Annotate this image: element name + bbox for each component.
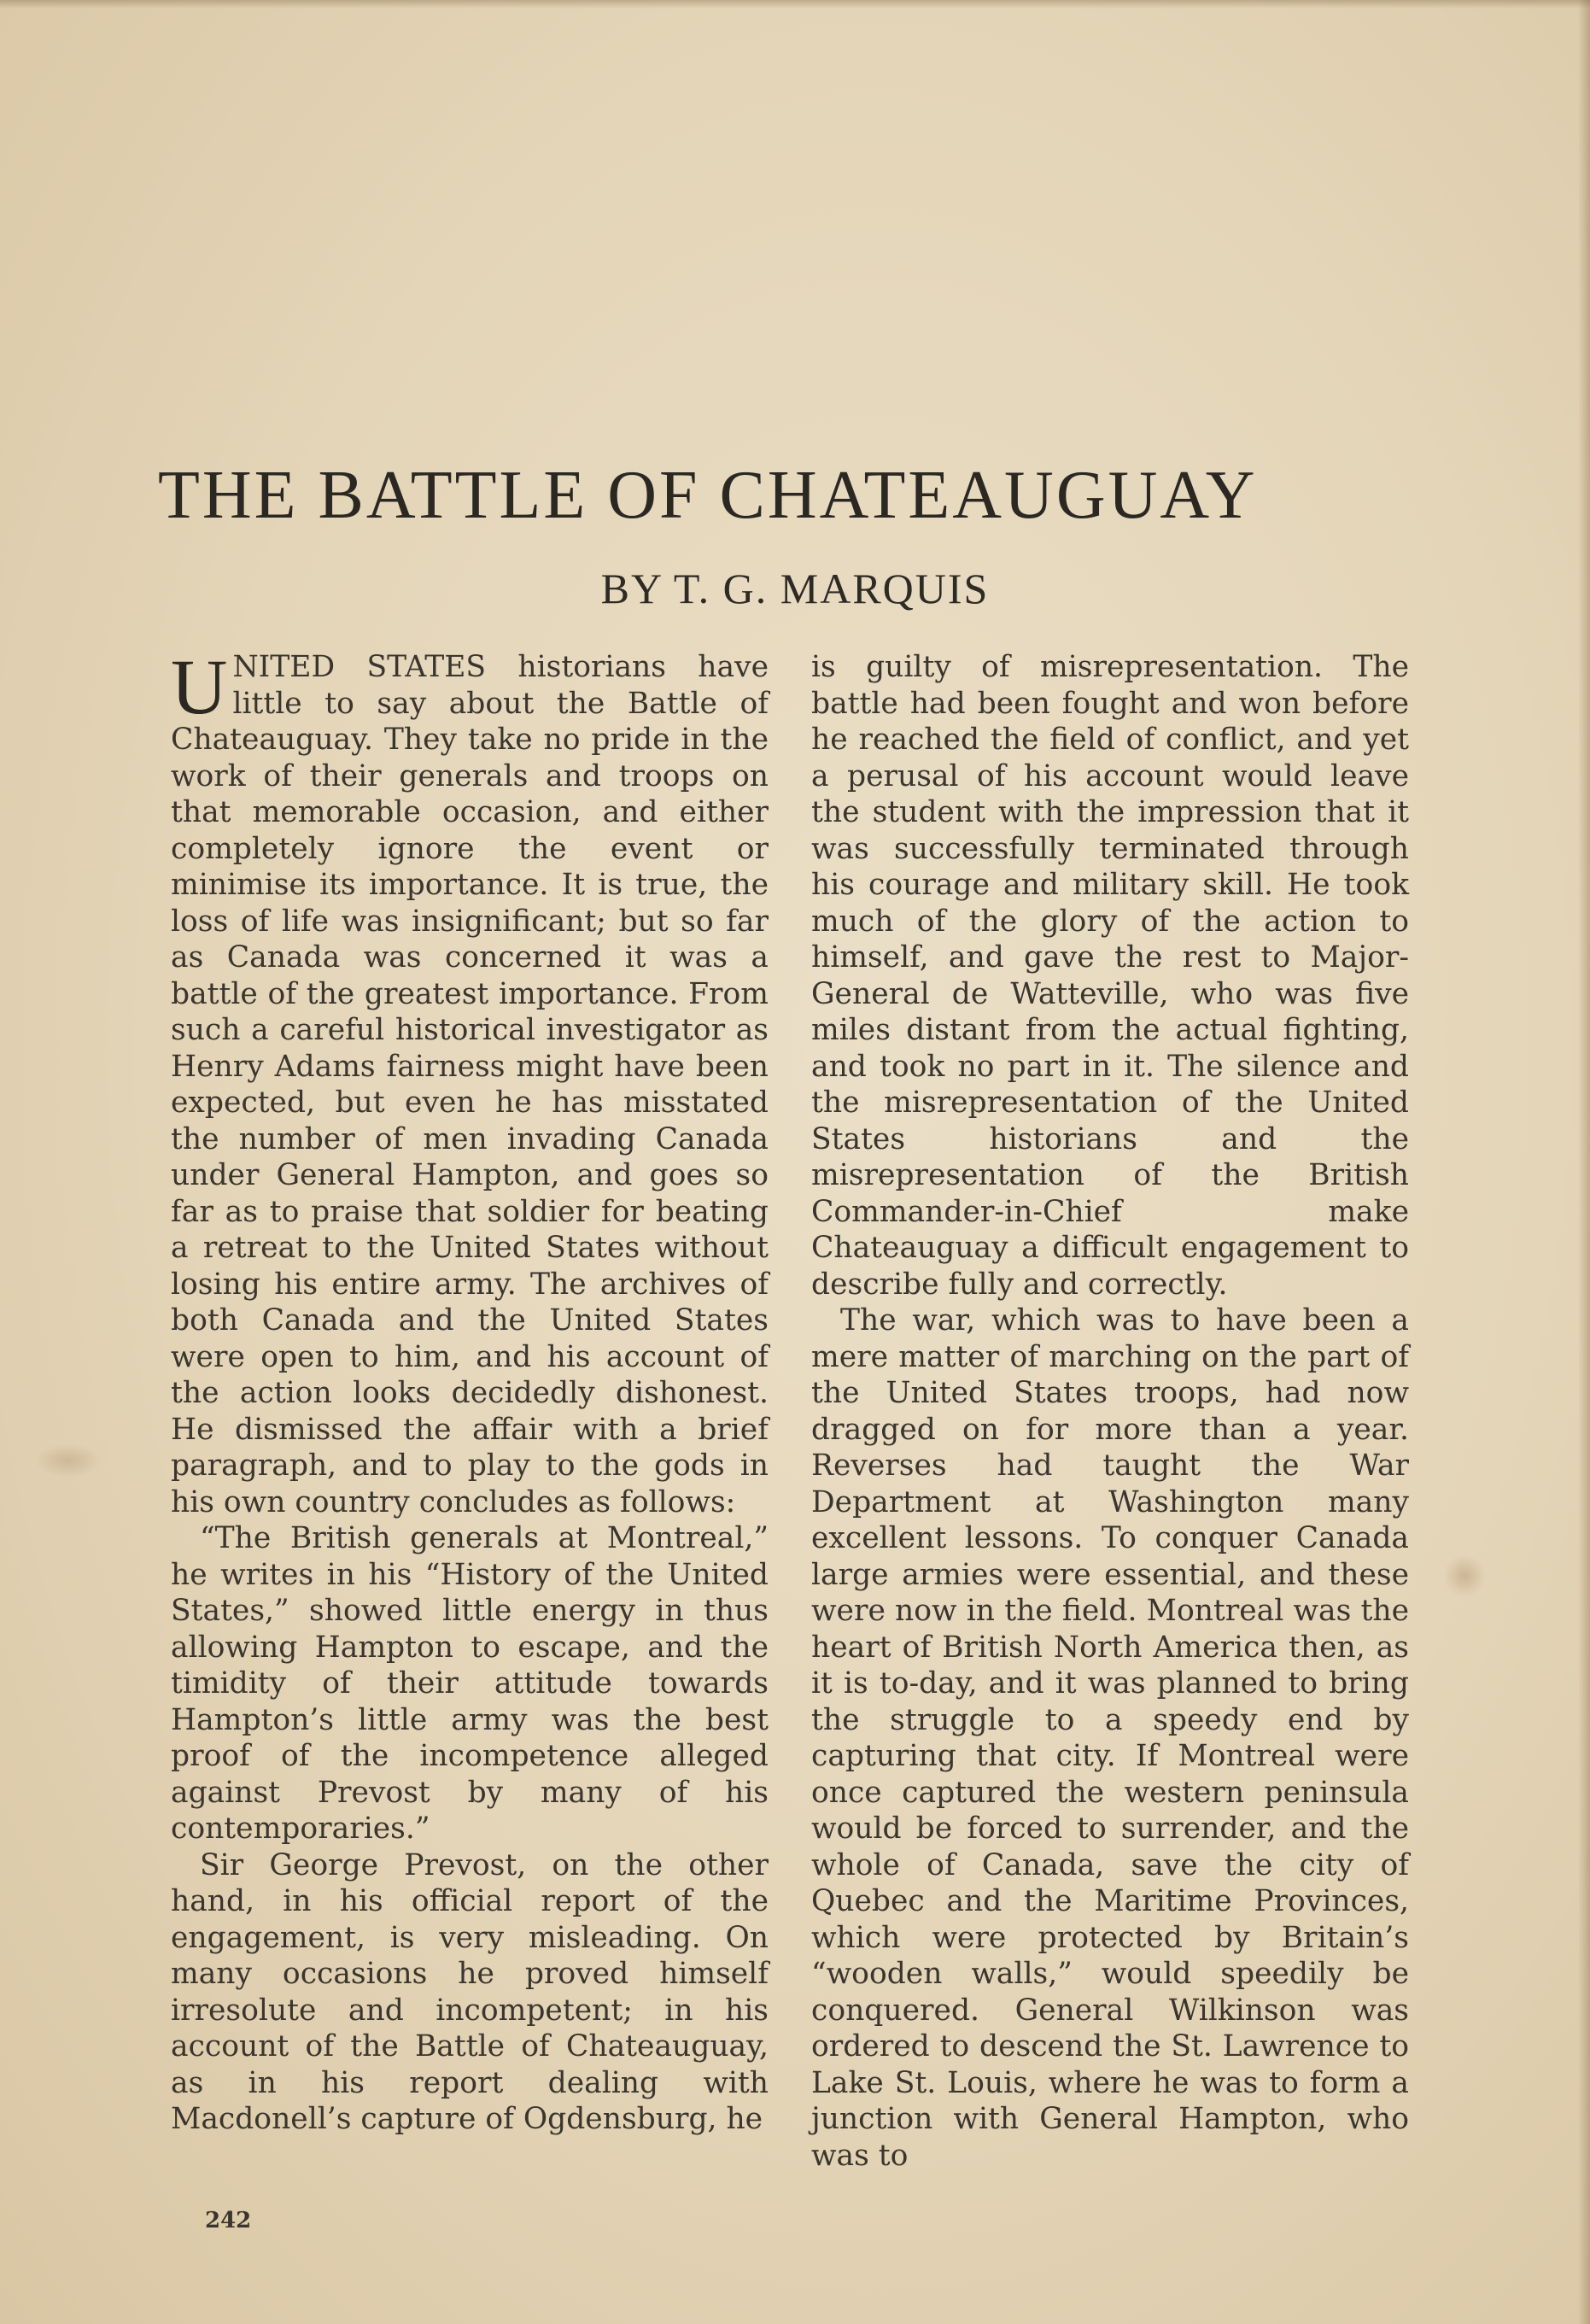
paragraph-quote: “The British generals at Montreal,” he writes in his “History of the United States,” showed little energy in thus allowing Hampton to escape, and the timidity of their attitude towards Hampton’s little army was the best proof of the incompetence alleged against Prevost by many of his contemporaries.” — [171, 1521, 769, 1846]
page-number: 242 — [205, 2208, 252, 2233]
article-byline: BY T. G. MARQUIS — [600, 565, 990, 612]
paragraph-continued: is guilty of misrepresentation. The battle had been fought and won before he reached the field of conflict, and yet a perusal of his account would leave the student with the impression that it was successfully terminated through his courage and military skill. He took much of the glory of the action to himself, and gave the rest to Major-General de Watteville, who was five miles distant from the actual fighting, and took no part in it. The silence and the misrepresentation of the United States historians and the misrepresentation of the British Commander-in-Chief make Chateauguay a difficult engagement to describe fully and correctly. — [811, 650, 1409, 1302]
paragraph-war: The war, which was to have been a mere matter of marching on the part of the United States troops, had now dragged on for more than a year. Reverses had taught the War Department at Washington many excellent lessons. To conquer Canada large armies were essential, and these were now in the field. Montreal was the heart of British North America then, as it is to-day, and it was planned to bring the struggle to a speedy end by capturing that city. If Montreal were once captured the western peninsula would be forced to surrender, and the whole of Canada, save the city of Quebec and the Maritime Provinces, which were protected by Britain’s “wooden walls,” would speedily be conquered. General Wilkinson was ordered to descend the St. Lawrence to Lake St. Louis, where he was to form a junction with General Hampton, who was to — [811, 1303, 1409, 2173]
drop-cap: U — [171, 643, 228, 730]
text-column-right — [811, 649, 1409, 2174]
article-title: THE BATTLE OF CHATEAUGUAY — [158, 458, 1258, 533]
paper-stain — [34, 1443, 102, 1478]
page-edge-right — [1578, 0, 1590, 2324]
paragraph-intro — [171, 643, 769, 1520]
page-edge-top — [0, 0, 1590, 9]
text-column-left — [171, 643, 769, 2138]
paper-stain — [1443, 1554, 1486, 1597]
paragraph-text: NITED STATES historians have little to say about the Battle of Chateauguay. They take no pride in the work of their generals and troops on that memorable occasion, and either completely ignore the event or minimise its importance. It is true, the loss of life was insignificant; but so far as Canada was concerned it was a battle of the greatest importance. From such a careful historical investigator as Henry Adams fairness might have been expected, but even he has misstated the number of men invading Canada under General Hampton, and goes so far as to praise that soldier for beating a retreat to the United States without losing his entire army. The archives of both Canada and the United States were open to him, and his account of the action looks decidedly dishonest. He dismissed the affair with a brief paragraph, and to play to the gods in his own country concludes as follows: — [171, 650, 769, 1519]
paragraph-prevost: Sir George Prevost, on the other hand, in his official report of the engagement, is very misleading. On many occasions he proved himself irresolute and incompetent; in his account of the Battle of Chateauguay, as in his report dealing with Macdonell’s capture of Ogdensburg, he — [171, 1847, 769, 2136]
